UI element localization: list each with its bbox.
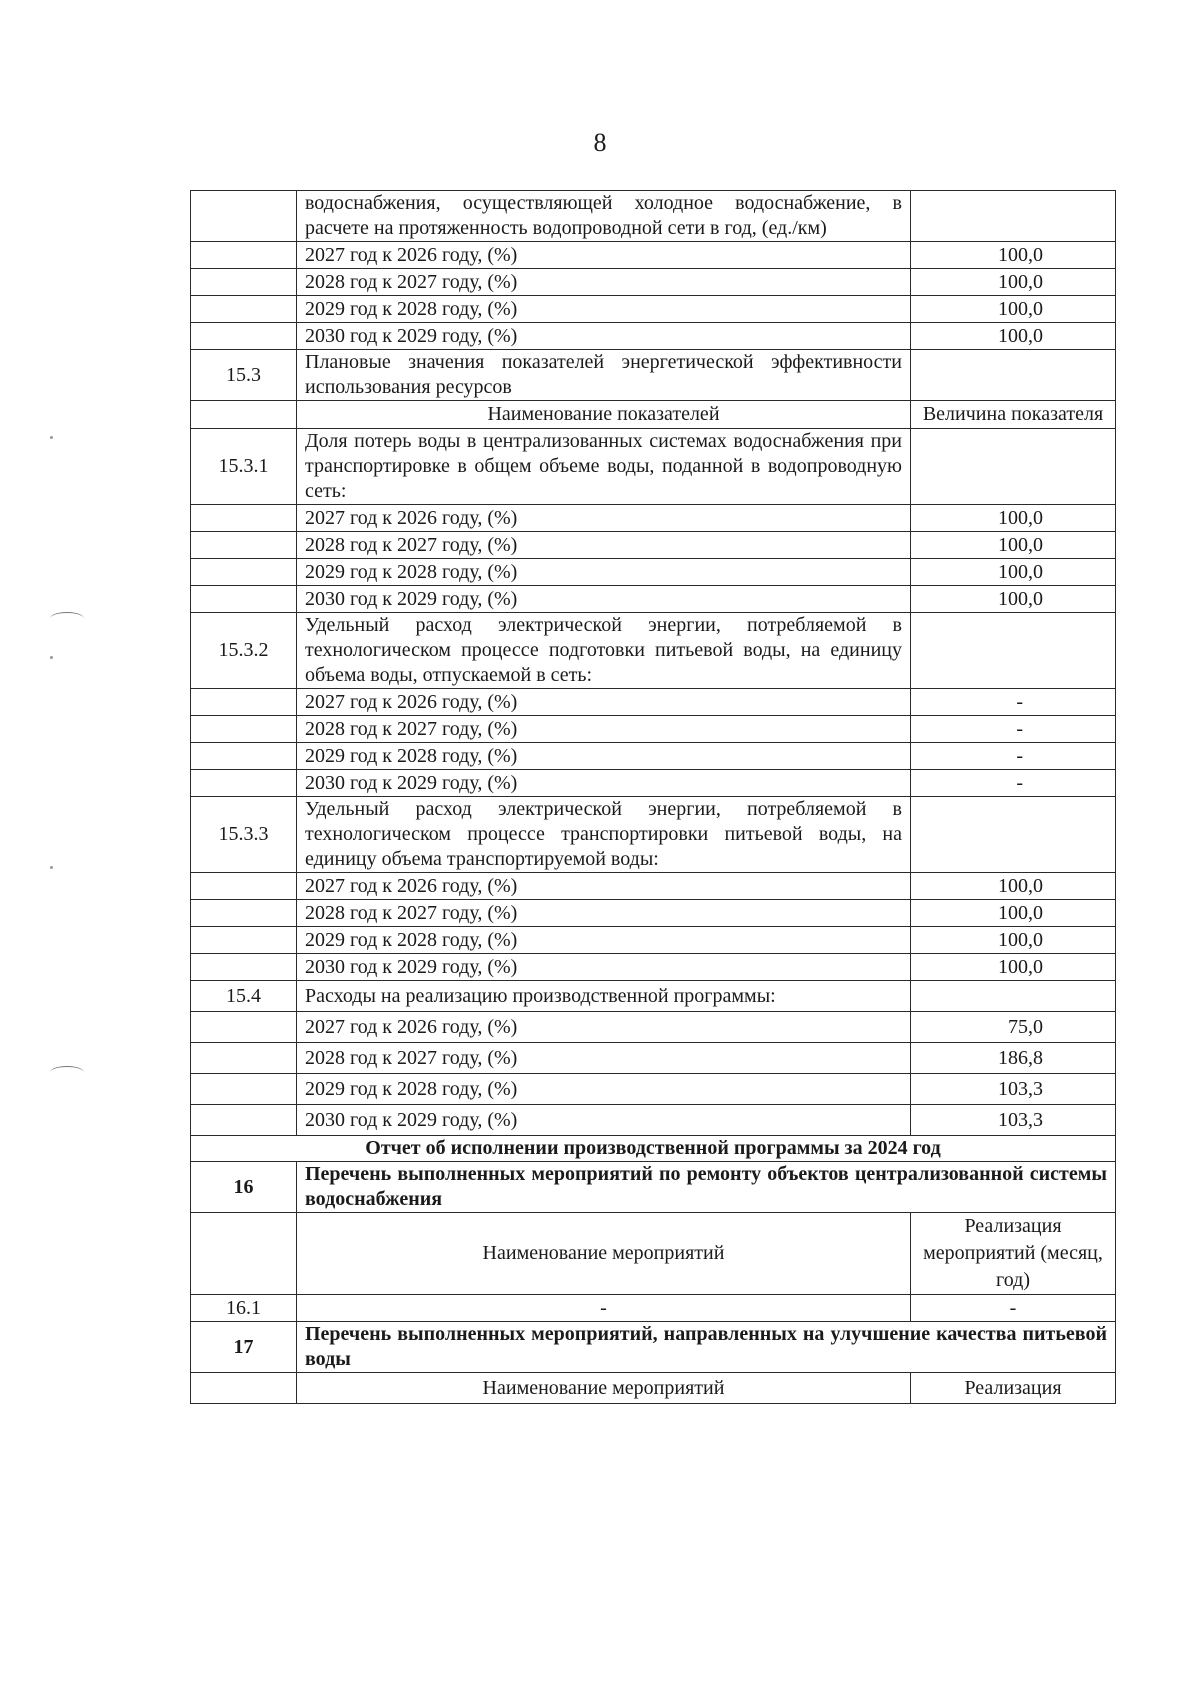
row-number xyxy=(191,716,297,743)
table-row xyxy=(191,429,1116,505)
indicator-value: 100,0 xyxy=(911,927,1116,954)
row-number xyxy=(191,191,297,242)
indicator-name: водоснабжения, осуществляющей холодное водоснабжение, в расчете на протяженность водопроводной сети в год, (ед./км) xyxy=(297,191,911,242)
row-number: 15.4 xyxy=(191,981,297,1012)
page-number: 8 xyxy=(593,128,607,157)
indicator-name: 2029 год к 2028 году, (%) xyxy=(297,1074,911,1105)
table-row xyxy=(191,559,1116,586)
row-number xyxy=(191,586,297,613)
column-header-realization: Реализация xyxy=(911,1373,1116,1404)
indicator-value: 100,0 xyxy=(911,296,1116,323)
row-number xyxy=(191,873,297,900)
table-row xyxy=(191,716,1116,743)
indicator-name: 2029 год к 2028 году, (%) xyxy=(297,927,911,954)
table-row xyxy=(191,505,1116,532)
indicator-name: 2027 год к 2026 году, (%) xyxy=(297,873,911,900)
row-number xyxy=(191,1012,297,1043)
measure-realization: - xyxy=(911,1295,1116,1322)
indicator-name: 2028 год к 2027 году, (%) xyxy=(297,269,911,296)
indicator-value: 75,0 xyxy=(911,1012,1116,1043)
column-header-measures: Наименование мероприятий xyxy=(297,1373,911,1404)
row-number: 17 xyxy=(191,1322,297,1373)
row-number xyxy=(191,689,297,716)
indicator-value xyxy=(911,613,1116,689)
row-number xyxy=(191,1043,297,1074)
indicator-value xyxy=(911,350,1116,401)
row-number xyxy=(191,1074,297,1105)
scan-dot xyxy=(50,436,53,439)
report-heading-row xyxy=(191,1136,1116,1162)
indicator-value: 100,0 xyxy=(911,269,1116,296)
indicator-name: 2027 год к 2026 году, (%) xyxy=(297,1012,911,1043)
measure-name: - xyxy=(297,1295,911,1322)
row-number: 15.3.2 xyxy=(191,613,297,689)
row-number: 15.3.1 xyxy=(191,429,297,505)
table-row xyxy=(191,900,1116,927)
indicator-value xyxy=(911,191,1116,242)
row-number xyxy=(191,269,297,296)
indicator-value xyxy=(911,797,1116,873)
section-title: Плановые значения показателей энергетической эффективности использования ресурсов xyxy=(297,350,911,401)
indicator-value: - xyxy=(911,770,1116,797)
table-row xyxy=(191,689,1116,716)
indicator-name: 2027 год к 2026 году, (%) xyxy=(297,505,911,532)
table-row xyxy=(191,242,1116,269)
scan-mark xyxy=(50,1066,84,1079)
table-row xyxy=(191,1295,1116,1322)
indicator-value: 100,0 xyxy=(911,559,1116,586)
column-header-value: Величина показателя xyxy=(911,401,1116,429)
indicator-name: Удельный расход электрической энергии, потребляемой в технологическом процессе транспортировки питьевой воды, на единицу объема транспортируемой воды: xyxy=(297,797,911,873)
table-row xyxy=(191,954,1116,981)
table-header-row xyxy=(191,401,1116,429)
row-number xyxy=(191,1105,297,1136)
indicator-name: 2028 год к 2027 году, (%) xyxy=(297,1043,911,1074)
table-header-row xyxy=(191,1373,1116,1404)
table-row xyxy=(191,981,1116,1012)
indicator-value: 103,3 xyxy=(911,1074,1116,1105)
row-number: 16 xyxy=(191,1162,297,1213)
indicator-value xyxy=(911,429,1116,505)
indicator-value: 100,0 xyxy=(911,873,1116,900)
indicator-value: 100,0 xyxy=(911,242,1116,269)
row-number xyxy=(191,401,297,429)
row-number xyxy=(191,927,297,954)
table-header-row xyxy=(191,1213,1116,1295)
indicator-name: 2030 год к 2029 году, (%) xyxy=(297,323,911,350)
indicator-name: 2027 год к 2026 году, (%) xyxy=(297,242,911,269)
table-row xyxy=(191,770,1116,797)
row-number xyxy=(191,954,297,981)
scan-dot xyxy=(50,866,53,869)
table-row xyxy=(191,927,1116,954)
column-header-indicators: Наименование показателей xyxy=(297,401,911,429)
scan-mark xyxy=(50,612,84,625)
indicator-value: 100,0 xyxy=(911,954,1116,981)
indicator-value: 100,0 xyxy=(911,505,1116,532)
row-number xyxy=(191,900,297,927)
table-row xyxy=(191,586,1116,613)
column-header-realization: Реализация мероприятий (месяц, год) xyxy=(911,1213,1116,1295)
table-row xyxy=(191,1043,1116,1074)
indicator-value: 100,0 xyxy=(911,900,1116,927)
table-row xyxy=(191,743,1116,770)
indicator-value: - xyxy=(911,743,1116,770)
section-title: Перечень выполненных мероприятий, направленных на улучшение качества питьевой воды xyxy=(297,1322,1116,1373)
indicator-name: Доля потерь воды в централизованных системах водоснабжения при транспортировке в общем объеме воды, поданной в водопроводную сеть: xyxy=(297,429,911,505)
table-row xyxy=(191,873,1116,900)
table-row xyxy=(191,797,1116,873)
indicator-table xyxy=(190,190,1116,1404)
table-row xyxy=(191,1012,1116,1043)
row-number xyxy=(191,1213,297,1295)
table-row xyxy=(191,532,1116,559)
indicator-name: 2030 год к 2029 году, (%) xyxy=(297,1105,911,1136)
row-number xyxy=(191,559,297,586)
table-row xyxy=(191,1074,1116,1105)
indicator-name: 2027 год к 2026 году, (%) xyxy=(297,689,911,716)
row-number xyxy=(191,770,297,797)
row-number: 15.3 xyxy=(191,350,297,401)
row-number xyxy=(191,505,297,532)
indicator-value: 100,0 xyxy=(911,586,1116,613)
column-header-measures: Наименование мероприятий xyxy=(297,1213,911,1295)
row-number: 16.1 xyxy=(191,1295,297,1322)
indicator-value: - xyxy=(911,716,1116,743)
table-row xyxy=(191,350,1116,401)
section-row xyxy=(191,1322,1116,1373)
row-number xyxy=(191,242,297,269)
indicator-name: 2030 год к 2029 году, (%) xyxy=(297,954,911,981)
table-row xyxy=(191,613,1116,689)
row-number xyxy=(191,743,297,770)
row-number xyxy=(191,1373,297,1404)
indicator-name: Расходы на реализацию производственной программы: xyxy=(297,981,911,1012)
indicator-name: 2028 год к 2027 году, (%) xyxy=(297,532,911,559)
indicator-value xyxy=(911,981,1116,1012)
indicator-value: 100,0 xyxy=(911,323,1116,350)
indicator-name: 2029 год к 2028 году, (%) xyxy=(297,296,911,323)
row-number xyxy=(191,296,297,323)
indicator-value: 103,3 xyxy=(911,1105,1116,1136)
scan-dot xyxy=(50,656,53,659)
indicator-value: 100,0 xyxy=(911,532,1116,559)
indicator-name: 2028 год к 2027 году, (%) xyxy=(297,716,911,743)
row-number xyxy=(191,323,297,350)
table-row xyxy=(191,296,1116,323)
row-number xyxy=(191,532,297,559)
report-heading: Отчет об исполнении производственной программы за 2024 год xyxy=(191,1136,1116,1162)
indicator-value: - xyxy=(911,689,1116,716)
indicator-name: 2028 год к 2027 году, (%) xyxy=(297,900,911,927)
indicator-name: 2030 год к 2029 году, (%) xyxy=(297,770,911,797)
indicator-name: 2029 год к 2028 году, (%) xyxy=(297,743,911,770)
table-row xyxy=(191,191,1116,242)
table-row xyxy=(191,1105,1116,1136)
section-row xyxy=(191,1162,1116,1213)
indicator-name: 2029 год к 2028 году, (%) xyxy=(297,559,911,586)
indicator-name: 2030 год к 2029 году, (%) xyxy=(297,586,911,613)
table-row xyxy=(191,323,1116,350)
indicator-value: 186,8 xyxy=(911,1043,1116,1074)
table-row xyxy=(191,269,1116,296)
row-number: 15.3.3 xyxy=(191,797,297,873)
section-title: Перечень выполненных мероприятий по ремонту объектов централизованной системы водоснабжения xyxy=(297,1162,1116,1213)
indicator-name: Удельный расход электрической энергии, потребляемой в технологическом процессе подготовки питьевой воды, на единицу объема воды, отпускаемой в сеть: xyxy=(297,613,911,689)
